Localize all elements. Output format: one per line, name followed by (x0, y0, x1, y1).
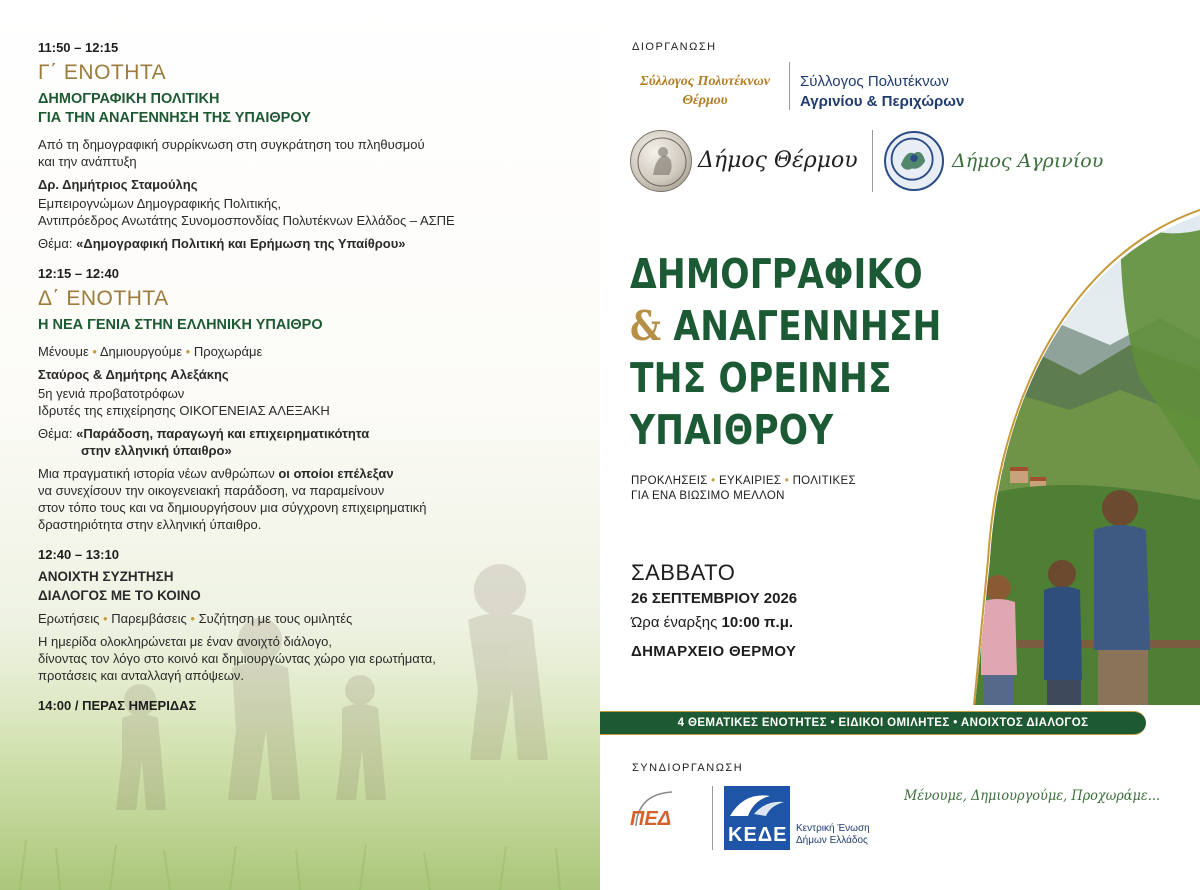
event-start-time (631, 614, 793, 631)
program-content (38, 40, 578, 719)
separator-dot: • (953, 717, 958, 729)
separator-dot: • (92, 344, 97, 359)
org-logo-thermo (630, 72, 780, 110)
kede-caption-line: Δήμων Ελλάδος (796, 835, 868, 846)
talk-topic (38, 235, 578, 252)
title-line: ΥΠΑΙΘΡΟΥ (630, 406, 834, 454)
org-name-line: Αγρινίου & Περιχώρων (800, 93, 965, 110)
kede-logo-text: ΚΕΔΕ (728, 824, 788, 846)
topic-text: στην ελληνική ύπαιθρο» (81, 443, 232, 458)
separator-dot: • (190, 611, 195, 626)
session-description (38, 633, 578, 684)
org-name-line: Θέρμου (682, 93, 728, 108)
story-paragraph (38, 465, 578, 533)
story-line: στον τόπο τους και να δημιουργήσουν μια σύγχρονη επιχειρηματική (38, 500, 427, 515)
role-line: Εμπειρογνώμων Δημογραφικής Πολιτικής, (38, 196, 281, 211)
title-ampersand: & (630, 302, 662, 350)
separator-dot: • (103, 611, 108, 626)
speaker-name: Σταύρος & Δημήτρης Αλεξάκης (38, 367, 229, 382)
motto: Μένουμε, Δημιουργούμε, Προχωράμε... (904, 788, 1161, 804)
divider (789, 62, 790, 110)
description-line: δίνοντας τον λόγο στο κοινό και δημιουργώντας χώρο για ερωτήματα, (38, 651, 436, 666)
kede-caption (796, 823, 870, 847)
session-title-line: ΓΙΑ ΤΗΝ ΑΝΑΓΕΝΝΗΣΗ ΤΗΣ ΥΠΑΙΘΡΟΥ (38, 110, 311, 126)
section-heading: Γ΄ ΕΝΟΤΗΤΑ (38, 61, 167, 84)
session-time: 12:15 – 12:40 (38, 266, 119, 281)
end-of-event: 14:00 / ΠΕΡΑΣ ΗΜΕΡΙΔΑΣ (38, 698, 197, 713)
speaker-role (38, 385, 578, 419)
org-logo-agrinio (800, 72, 964, 112)
session-title: ΔΙΑΛΟΓΟΣ ΜΕ ΤΟ ΚΟΙΝΟ (38, 588, 201, 603)
event-title (630, 248, 942, 456)
story-text: Μια πραγματική ιστορία νέων ανθρώπων (38, 466, 279, 481)
municipality-seal-emblem (884, 131, 944, 191)
separator-dot: • (185, 344, 191, 359)
session-time: 12:40 – 13:10 (38, 547, 119, 562)
description-line: Από τη δημογραφική συρρίκνωση στη συγκράτηση του πληθυσμού (38, 137, 425, 152)
coorganization-label: ΣΥΝΔΙΟΡΓΑΝΩΣΗ (632, 762, 744, 774)
subtitle-word: ΠΡΟΚΛΗΣΕΙΣ (631, 475, 708, 487)
banner-item: 4 ΘΕΜΑΤΙΚΕΣ ΕΝΟΤΗΤΕΣ (677, 717, 827, 729)
event-subtitle (631, 474, 856, 504)
kede-wave-icon (724, 786, 790, 826)
topic-text: «Δημογραφική Πολιτική και Ερήμωση της Υπαίθρου» (76, 236, 406, 251)
topic-label: Θέμα: (38, 236, 77, 251)
start-time-value: 10:00 π.μ. (721, 614, 794, 631)
speaker-name: Δρ. Δημήτριος Σταμούλης (38, 177, 198, 192)
org-name-line: Σύλλογος Πολυτέκνων (640, 74, 770, 89)
description-line: Η ημερίδα ολοκληρώνεται με έναν ανοιχτό διάλογο, (38, 634, 332, 649)
session-tags (38, 343, 578, 360)
tag: Ερωτήσεις (38, 611, 100, 626)
role-line: Αντιπρόεδρος Ανωτάτης Συνομοσπονδίας Πολυτέκνων Ελλάδος – ΑΣΠΕ (38, 213, 455, 228)
event-date: 26 ΣΕΠΤΕΜΒΡΙΟΥ 2026 (631, 590, 798, 607)
highlights-banner (600, 711, 1146, 735)
kede-logo (724, 786, 790, 850)
title-line: ΤΗΣ ΟΡΕΙΝΗΣ (630, 354, 892, 402)
banner-item: ΑΝΟΙΧΤΟΣ ΔΙΑΛΟΓΟΣ (960, 717, 1089, 729)
separator-dot: • (830, 717, 835, 729)
session-tags (38, 610, 578, 627)
tag: Συζήτηση με τους ομιλητές (198, 611, 353, 626)
story-text-bold: οι οποίοι επέλεξαν (278, 466, 394, 481)
role-line: Ιδρυτές της επιχείρησης ΟΙΚΟΓΕΝΕΙΑΣ ΑΛΕΞΑΚΗ (38, 403, 330, 418)
session-title: Η ΝΕΑ ΓΕΝΙΑ ΣΤΗΝ ΕΛΛΗΝΙΚΗ ΥΠΑΙΘΡΟ (38, 317, 323, 333)
story-line: να συνεχίσουν την οικογενειακή παράδοση, να παραμείνουν (38, 483, 385, 498)
kede-caption-line: Κεντρική Ένωση (796, 823, 870, 834)
section-heading: Δ΄ ΕΝΟΤΗΤΑ (38, 287, 169, 310)
org-name-line: Σύλλογος Πολυτέκνων (800, 73, 949, 90)
separator-dot: • (711, 475, 716, 487)
subtitle-line: ΓΙΑ ΕΝΑ ΒΙΩΣΙΜΟ ΜΕΛΛΟΝ (631, 490, 785, 502)
organization-label: ΔΙΟΡΓΑΝΩΣΗ (632, 41, 717, 53)
cover-panel (600, 0, 1200, 890)
divider (712, 786, 713, 850)
subtitle-word: ΕΥΚΑΙΡΙΕΣ (719, 475, 782, 487)
speaker-role (38, 195, 578, 229)
municipality-thermo: Δήμος Θέρμου (698, 148, 858, 173)
tag: Δημιουργούμε (99, 344, 182, 359)
session-title: ΑΝΟΙΧΤΗ ΣΥΖΗΤΗΣΗ (38, 569, 174, 584)
title-line: ΔΗΜΟΓΡΑΦΙΚΟ (630, 250, 923, 298)
talk-topic (38, 425, 578, 459)
topic-label: Θέμα: (38, 426, 77, 441)
event-venue: ΔΗΜΑΡΧΕΙΟ ΘΕΡΜΟΥ (631, 643, 797, 660)
tag: Παρεμβάσεις (111, 611, 187, 626)
ped-logo-text: ΠΕΔ (630, 808, 672, 830)
tag: Μένουμε (38, 344, 89, 359)
role-line: 5η γενιά προβατοτρόφων (38, 386, 185, 401)
session-title (38, 90, 578, 128)
subtitle-word: ΠΟΛΙΤΙΚΕΣ (792, 475, 856, 487)
event-day: ΣΑΒΒΑΤΟ (631, 560, 736, 585)
session-title-line: ΔΗΜΟΓΡΑΦΙΚΗ ΠΟΛΙΤΙΚΗ (38, 91, 220, 107)
session-description (38, 136, 578, 170)
description-line: προτάσεις και ανταλλαγή απόψεων. (38, 668, 245, 683)
banner-item: ΕΙΔΙΚΟΙ ΟΜΙΛΗΤΕΣ (838, 717, 950, 729)
ancient-coin-emblem (630, 130, 692, 192)
topic-text: «Παράδοση, παραγωγή και επιχειρηματικότητα (76, 426, 370, 441)
session-time: 11:50 – 12:15 (38, 40, 119, 55)
title-line: ΑΝΑΓΕΝΝΗΣΗ (661, 302, 942, 350)
ped-logo (628, 786, 704, 850)
divider (872, 130, 873, 192)
municipality-agrinio: Δήμος Αγρινίου (952, 150, 1104, 172)
start-time-label: Ώρα έναρξης (631, 614, 722, 631)
description-line: και την ανάπτυξη (38, 154, 137, 169)
story-line: δραστηριότητα στην ελληνική ύπαιθρο. (38, 517, 262, 532)
separator-dot: • (784, 475, 790, 487)
tag: Προχωράμε (193, 344, 263, 359)
